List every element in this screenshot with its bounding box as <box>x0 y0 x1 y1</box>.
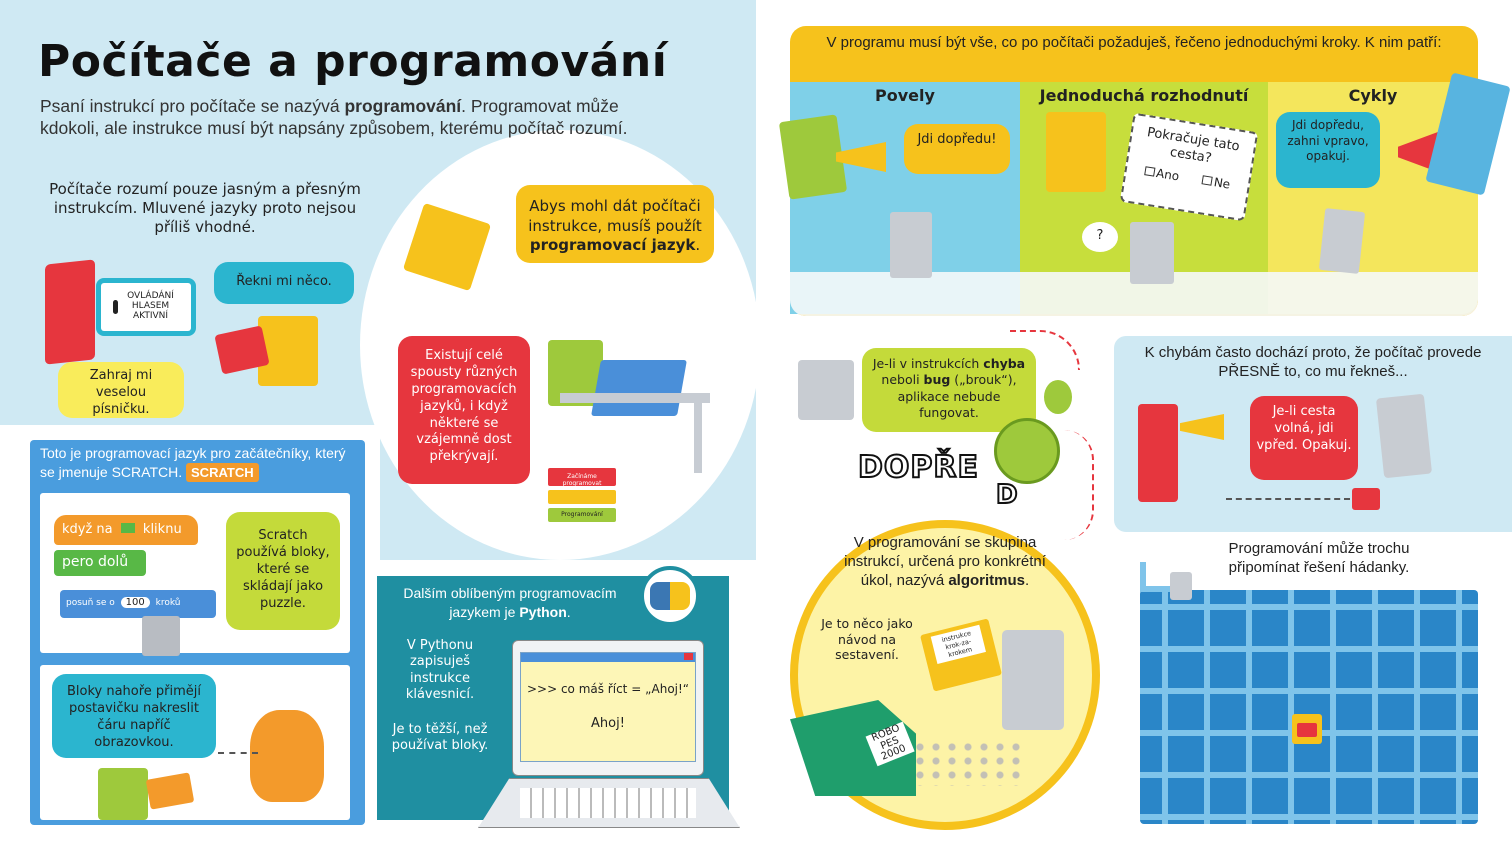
chip-robot-assembler <box>1002 630 1064 730</box>
chip-robot-loops <box>1319 208 1365 274</box>
panel-label-loops: Cykly <box>1348 86 1398 105</box>
scratch-grey-robot <box>142 616 180 656</box>
python-keyboard-note: V Pythonu zapisuješ instrukce klávesnicí. <box>405 638 475 702</box>
chip-robot-mistakes <box>1376 394 1432 479</box>
understand-text: Počítače rozumí pouze jasným a přesným instrukcím. Mluvené jazyky proto nejsou příliš vhodné. <box>49 180 361 236</box>
laptop-screen <box>591 360 687 416</box>
yellow-robot-tablet <box>258 316 318 386</box>
red-bag-icon <box>1352 488 1380 510</box>
python-output: Ahoj! <box>591 716 625 731</box>
chip-robot-decisions <box>1130 222 1174 284</box>
bubble-scratch-blocks: Scratch používá bloky, které se skládají jako puzzle. <box>226 512 340 630</box>
book-bottom: Programování <box>548 508 616 522</box>
red-robot <box>45 259 95 364</box>
green-flag-icon <box>121 523 135 533</box>
decision-sign <box>1120 113 1259 222</box>
maze <box>1140 590 1478 824</box>
microphone-icon <box>113 300 118 314</box>
python-harder-note: Je to těžší, než používat bloky. <box>391 722 489 754</box>
sign-question: Pokračuje tato cesta? <box>1145 125 1241 167</box>
maze-start-path <box>1140 562 1170 592</box>
bubble-scratch-draw: Bloky nahoře přimějí postavičku nakreslit čáru napříč obrazovkou. <box>52 674 216 758</box>
checkbox-icon <box>1202 175 1213 185</box>
yellow-robot-thinking <box>1046 112 1106 192</box>
drawn-line <box>218 752 258 754</box>
maze-robot <box>1170 572 1192 600</box>
chip-robot-commands <box>890 212 932 278</box>
book-top: Začínáme programovat <box>548 468 616 486</box>
big-bug-icon <box>994 418 1060 484</box>
steps-intro: V programu musí být vše, co po počítači požaduješ, řečeno jednoduchými kroky. K nim patří: <box>826 34 1442 51</box>
bubble-many-languages: Existují celé spousty různých programovacích jazyků, i když některé se vzájemně dost překrývají. <box>398 336 530 484</box>
bubble-path-free: Je-li cesta volná, jdi vpřed. Opakuj. <box>1250 396 1358 480</box>
bubble-programming-language: Abys mohl dát počítači instrukce, musíš použít programovací jazyk. <box>516 185 714 263</box>
chip-robot-bug <box>798 360 854 420</box>
algorithm-note: Je to něco jako návod na sestavení. <box>821 616 913 663</box>
panel-label-commands: Povely <box>875 86 935 105</box>
broken-letter: D <box>996 480 1018 510</box>
algorithm-text: V programování se skupina instrukcí, určená pro konkrétní úkol, nazývá algoritmus. <box>844 534 1046 589</box>
maze-goal-bag-icon <box>1292 714 1322 744</box>
python-code-line: >>> co máš říct = „Ahoj!“ <box>526 682 690 696</box>
voice-control-screen <box>96 278 196 336</box>
manual-label: instrukce krok-za-krokem <box>931 625 986 665</box>
red-robot-mistakes <box>1138 404 1178 502</box>
bubble-say-something: Řekni mi něco. <box>214 262 354 304</box>
desk <box>560 393 710 403</box>
dashed-path <box>1226 498 1350 500</box>
sign-option-yes: Ano <box>1143 164 1180 183</box>
sign-option-no: Ne <box>1201 173 1231 191</box>
book-stack <box>548 468 616 532</box>
bubble-go-forward: Jdi dopředu! <box>904 124 1010 174</box>
voice-screen-text: OVLÁDÁNÍ HLASEM AKTIVNÍ <box>127 291 174 321</box>
scratch-intro: Toto je programovací jazyk pro začátečníky, který se jmenuje SCRATCH. SCRATCH <box>40 444 360 482</box>
green-robot-laptop <box>98 768 148 820</box>
bubble-loop-instructions: Jdi dopředu, zahni vpravo, opakuj. <box>1276 112 1380 188</box>
scratch-move-value: 100 <box>121 597 150 608</box>
python-intro: Dalším oblíbeným programovacím jazykem je Python. <box>403 585 617 620</box>
broken-word: DOPŘE <box>858 450 979 485</box>
bubble-play-song: Zahraj mi veselou písničku. <box>58 362 184 418</box>
thought-bubble: ? <box>1082 222 1118 252</box>
panel-label-decisions: Jednoduchá rozhodnutí <box>1039 86 1249 105</box>
scratch-cat <box>250 710 324 802</box>
scattered-parts <box>912 740 1022 786</box>
checkbox-icon <box>1144 166 1155 176</box>
scratch-block-when-clicked: když na kliknu <box>54 515 198 545</box>
keyboard-keys <box>520 788 696 818</box>
python-logo-icon <box>640 566 700 626</box>
dotted-connector <box>1064 430 1094 540</box>
intro-paragraph: Psaní instrukcí pro počítače se nazývá programování. Programovat může kdokoli, ale instrukce musí být napsány způsobem, kterému počítač rozumí. <box>40 96 628 139</box>
box-label: ROBO PES 2000 <box>866 722 915 766</box>
mistakes-text: K chybám často dochází proto, že počítač provede PŘESNĚ to, co mu řekneš... <box>1144 344 1482 380</box>
scratch-block-pen-down: pero dolů <box>54 550 146 576</box>
window-titlebar <box>521 653 695 662</box>
scratch-logo: SCRATCH <box>186 463 259 483</box>
page-title: Počítače a programování <box>38 36 668 87</box>
bubble-bug: Je-li v instrukcích chyba neboli bug („brouk“), aplikace nebude fungovat. <box>862 348 1036 432</box>
desk-leg <box>694 403 702 473</box>
puzzle-text: Programování může trochu připomínat řešení hádanky. <box>1228 540 1410 576</box>
python-window <box>520 652 696 762</box>
small-bug-icon <box>1044 380 1072 414</box>
scratch-block-move: posuň se o 100 kroků <box>60 590 216 618</box>
window-close-icon <box>684 653 693 660</box>
